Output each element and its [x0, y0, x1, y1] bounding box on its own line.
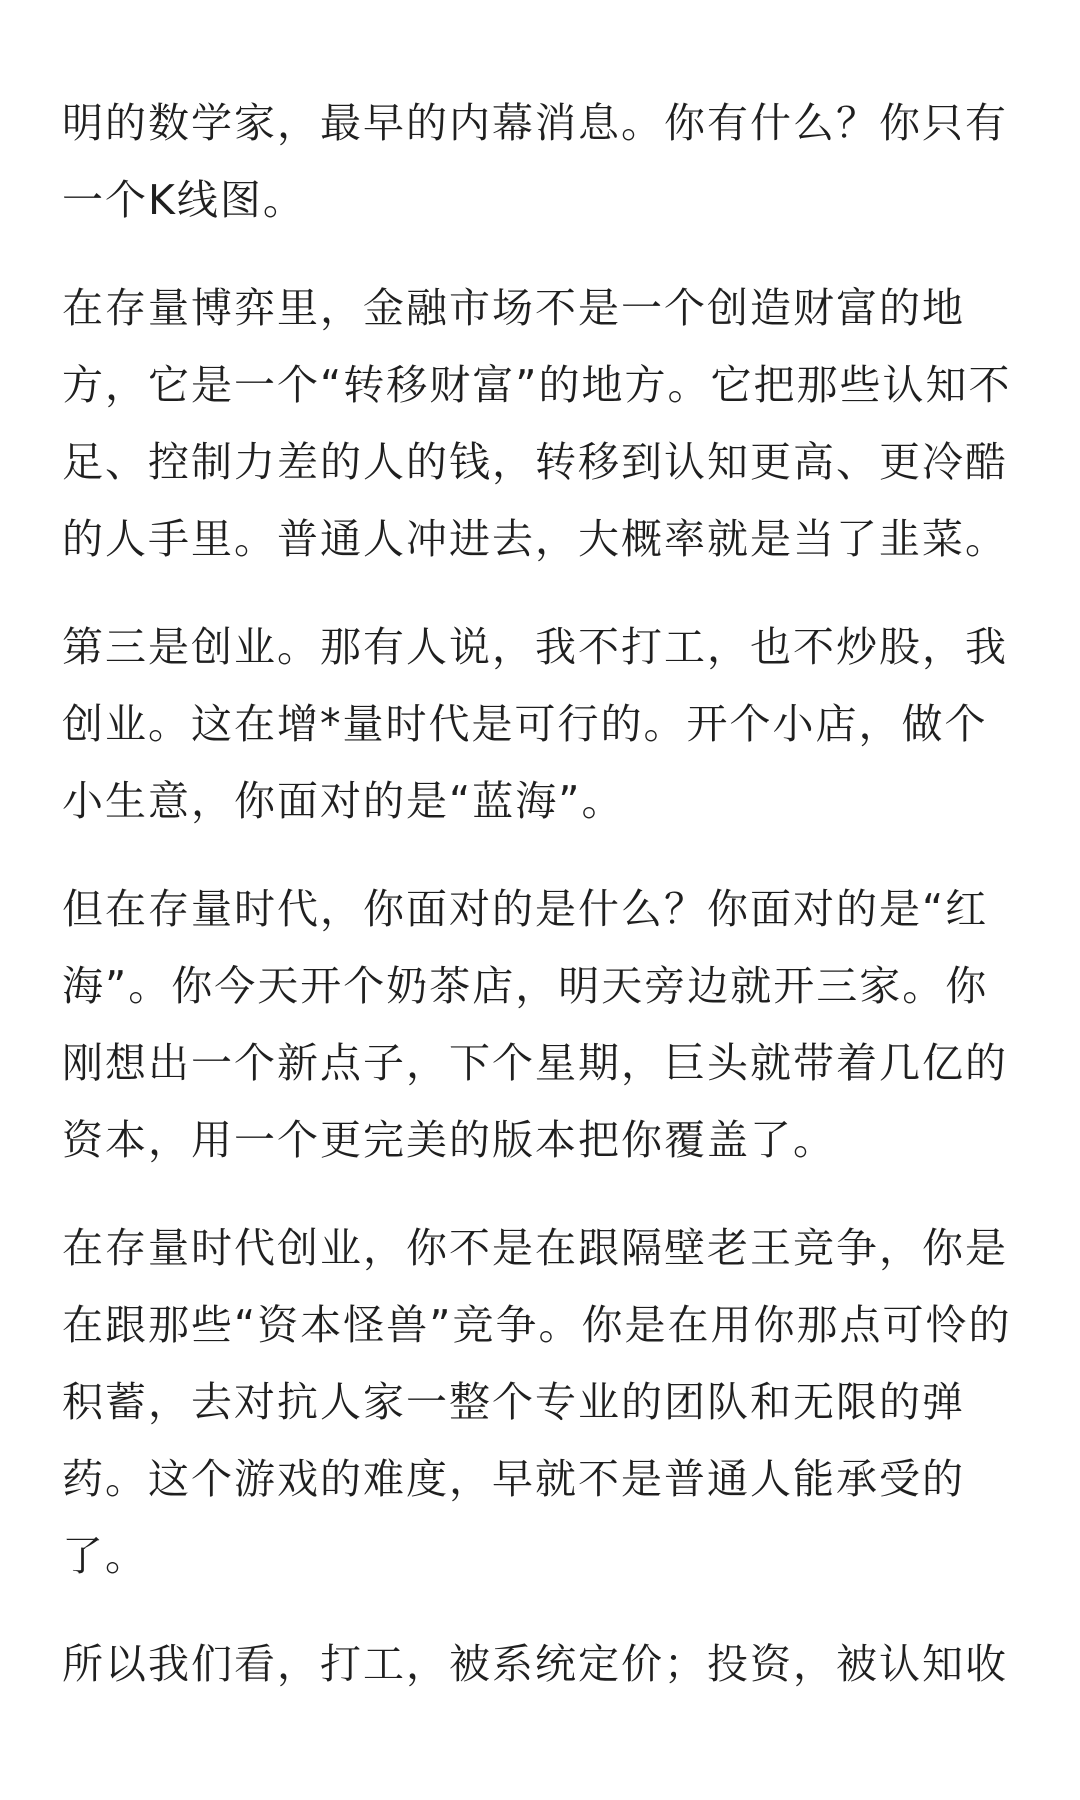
paragraph-3: 第三是创业。那有人说，我不打工，也不炒股，我创业。这在增*量时代是可行的。开个小店，做个小生意，你面对的是“蓝海”。 — [62, 623, 1008, 825]
paragraph-6: 所以我们看，打工，被系统定价；投资，被认知收 — [62, 1640, 1008, 1688]
paragraph-5: 在存量时代创业，你不是在跟隔壁老王竞争，你是在跟那些“资本怪兽”竞争。你是在用你那点可怜的积蓄，去对抗人家一整个专业的团队和无限的弹药。这个游戏的难度，早就不是普通人能承受的了。 — [62, 1224, 1012, 1580]
paragraph-4: 但在存量时代，你面对的是什么？你面对的是“红海”。你今天开个奶茶店，明天旁边就开三家。你刚想出一个新点子，下个星期，巨头就带着几亿的资本，用一个更完美的版本把你覆盖了。 — [62, 885, 1008, 1164]
article-body — [62, 85, 1022, 1703]
paragraph-2: 在存量博弈里，金融市场不是一个创造财富的地方，它是一个“转移财富”的地方。它把那些认知不足、控制力差的人的钱，转移到认知更高、更冷酷的人手里。普通人冲进去，大概率就是当了韭菜。 — [62, 284, 1012, 563]
paragraph-1: 明的数学家，最早的内幕消息。你有什么？你只有一个K线图。 — [62, 99, 1008, 224]
